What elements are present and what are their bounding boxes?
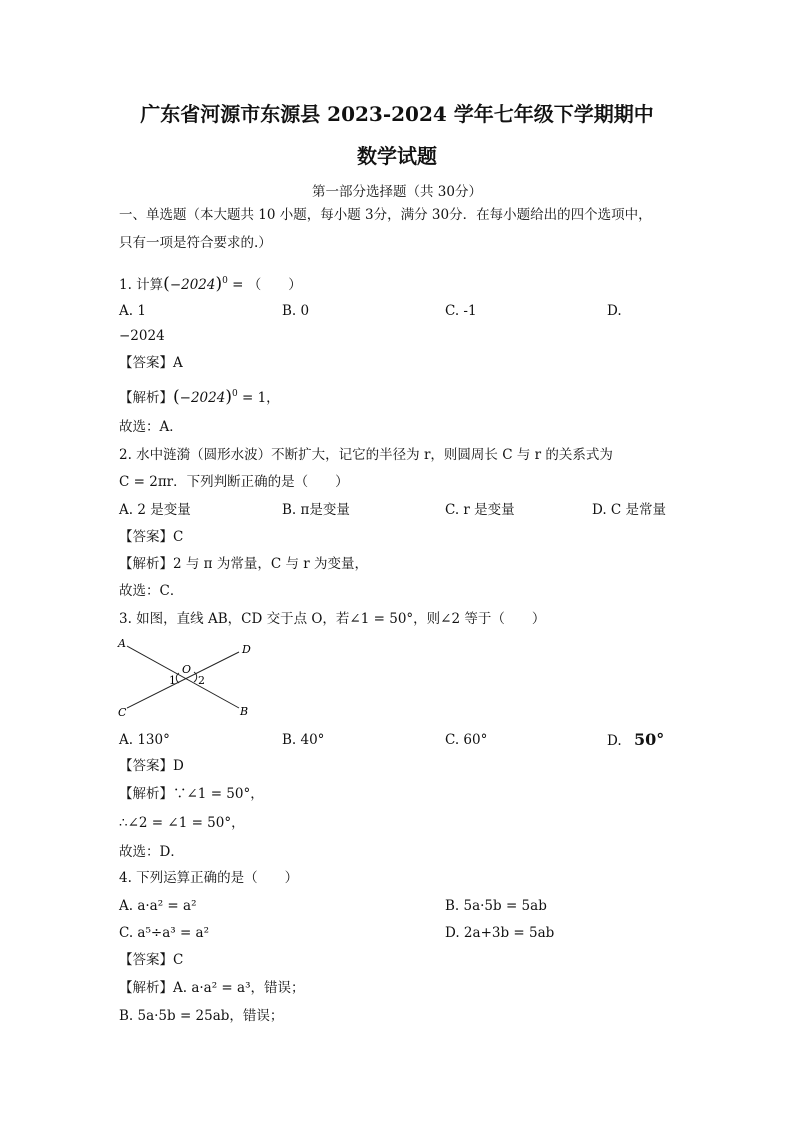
label-angle-1: 1	[169, 674, 176, 687]
q2-option-d: D. C 是常量	[592, 502, 667, 518]
q3-analysis-line-2: ∴∠2 = ∠1 = 50°，	[119, 815, 245, 831]
q3-option-b: B. 40°	[282, 732, 325, 748]
q1-stem: 1. 计算$(-2024)^0$ = （ ）	[119, 274, 302, 294]
label-angle-2: 2	[198, 674, 205, 687]
q1-analysis-rest: = 1，	[237, 390, 280, 406]
q4-option-c: C. a⁵÷a³ = a²	[119, 925, 210, 941]
q1-option-d: D.	[607, 303, 622, 319]
q3-analysis	[119, 785, 264, 803]
label-c: C	[118, 706, 127, 719]
q3-option-c: C. 60°	[445, 732, 488, 748]
q4-option-b: B. 5a·5b = 5ab	[445, 898, 547, 914]
label-a: A	[118, 637, 126, 650]
q3-option-a: A. 130°	[119, 732, 170, 748]
q3-option-d-value: 50°	[633, 730, 665, 749]
q4-option-d: D. 2a+3b = 5ab	[445, 925, 555, 941]
q3-intersecting-lines-figure	[112, 634, 262, 720]
section-header: 第一部分选择题（共 30分）	[312, 184, 482, 200]
q2-answer-label: 【答案】	[119, 529, 173, 545]
instructions-line-2: 只有一项是符合要求的.）	[119, 235, 272, 251]
q4-answer-value: C	[173, 952, 184, 968]
q3-answer-label: 【答案】	[119, 758, 173, 774]
q1-analysis-base: −2024	[179, 390, 226, 406]
q2-answer	[119, 528, 183, 546]
document-title: 广东省河源市东源县 2023-2024 学年七年级下学期期中	[140, 102, 654, 126]
q1-analysis-label: 【解析】	[119, 390, 173, 406]
q3-conclusion: 故选：D．	[119, 844, 184, 860]
q2-stem-line-1: 2. 水中涟漪（圆形水波）不断扩大，记它的半径为 r，则圆周长 C 与 r 的关系式为	[119, 447, 613, 463]
q1-option-d-value: −2024	[119, 328, 165, 344]
q3-analysis-line-1: ∵∠1 = 50°，	[173, 786, 264, 802]
q3-option-d	[607, 731, 664, 750]
q2-conclusion: 故选：C．	[119, 583, 184, 599]
q4-analysis-a: A. a·a² = a³，错误；	[173, 980, 305, 996]
q2-stem-line-2: C = 2πr．下列判断正确的是（ ）	[119, 474, 349, 490]
q2-option-c: C. r 是变量	[445, 502, 515, 518]
q2-analysis	[119, 555, 368, 573]
q1-expr-exp: 0	[222, 276, 228, 286]
q4-analysis	[119, 979, 305, 997]
q1-suffix: = （ ）	[227, 277, 302, 293]
q4-analysis-label: 【解析】	[119, 980, 173, 996]
q1-analysis-exp: 0	[231, 389, 238, 399]
q3-option-d-letter: D.	[607, 733, 622, 749]
q2-answer-value: C	[173, 529, 184, 545]
label-d: D	[242, 643, 251, 656]
line-ab	[127, 646, 239, 708]
q2-analysis-label: 【解析】	[119, 556, 173, 572]
label-o: O	[182, 663, 192, 676]
q1-answer-value: A	[173, 355, 183, 371]
q4-answer-label: 【答案】	[119, 952, 173, 968]
q3-analysis-label: 【解析】	[119, 786, 173, 802]
q1-conclusion: 故选：A．	[119, 419, 183, 435]
q4-option-a: A. a·a² = a²	[119, 898, 197, 914]
q4-stem: 4. 下列运算正确的是（ ）	[119, 870, 299, 886]
label-b: B	[240, 705, 249, 718]
q1-expr-base: −2024	[169, 277, 216, 293]
q2-analysis-text: 2 与 π 为常量，C 与 r 为变量，	[173, 556, 368, 572]
q1-answer	[119, 354, 183, 372]
q1-option-b: B. 0	[282, 303, 310, 319]
q1-option-a: A. 1	[119, 303, 146, 319]
q1-answer-label: 【答案】	[119, 355, 173, 371]
q4-analysis-b: B. 5a·5b = 25ab，错误；	[119, 1008, 284, 1024]
q4-answer	[119, 951, 183, 969]
q1-analysis: 【解析】$(-2024)^0 = 1$，	[119, 387, 280, 407]
q3-answer-value: D	[173, 758, 184, 774]
q1-option-c: C. -1	[445, 303, 477, 319]
instructions-line-1: 一、单选题（本大题共 10 小题，每小题 3分，满分 30分．在每小题给出的四个选项中，	[119, 207, 652, 223]
line-cd	[127, 652, 239, 708]
q3-answer	[119, 757, 184, 775]
q2-option-b: B. π是变量	[282, 502, 350, 518]
q2-option-a: A. 2 是变量	[119, 502, 191, 518]
q3-stem: 3. 如图，直线 AB，CD 交于点 O，若∠1 = 50°，则∠2 等于（ ）	[119, 611, 546, 627]
q1-prefix: 1. 计算	[119, 277, 164, 293]
document-subtitle: 数学试题	[357, 144, 437, 168]
